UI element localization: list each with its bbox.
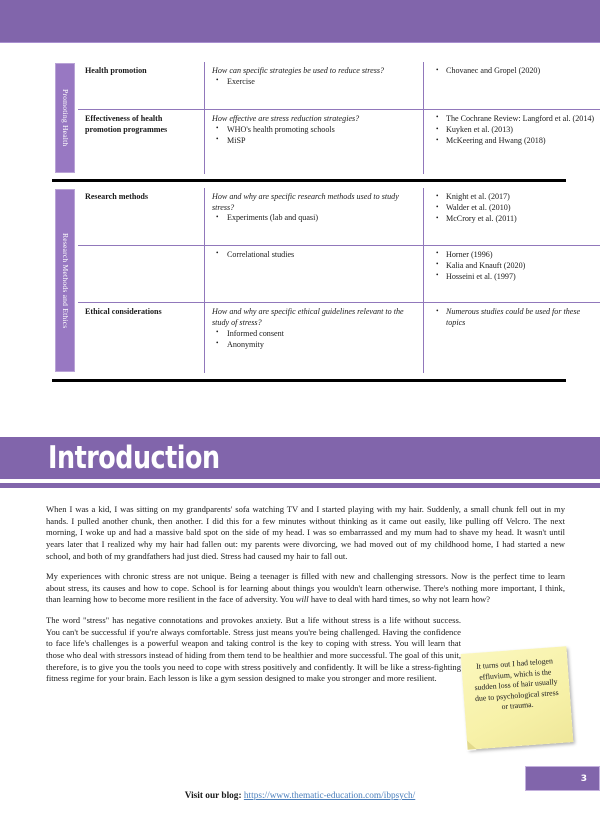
- topic-cell: [78, 303, 205, 373]
- syllabus-table-zone: [52, 62, 595, 382]
- topic-cell: [78, 188, 205, 245]
- topic-label: Effectiveness of health promotion programmes: [85, 113, 168, 134]
- reference-list: [431, 250, 600, 283]
- question-text: How effective are stress reduction strategies?: [212, 113, 360, 123]
- paragraph-3: The word "stress" has negative connotations and provokes anxiety. But a life without stress is a life without success. You can't be successful if you're always comfortable. Stress just means you're being challenged. Having the confidence to face life's challenges is a powerful weapon and taking control is the key to coping with stress. You will learn that those who deal with stressors instead of hiding from them tend to be healthier and more successful. The goal of this unit, therefore, is to give you the tools you need to cope with stress positively and confidently. It will be like a stress-fighting fitness regime for your brain. Each lesson is like a gym session designed to make you stronger and more resilient.: [46, 615, 461, 684]
- references-cell: [424, 303, 600, 373]
- list-item: • Anonymity: [226, 340, 417, 351]
- paragraph-2-part-b: have to deal with hard times, so why not learn how?: [308, 594, 491, 605]
- list-item: • Chovanec and Gropel (2020): [445, 66, 600, 77]
- section-divider-rule: [52, 379, 566, 382]
- list-item: • Exercise: [226, 77, 417, 88]
- list-item: • Walder et al. (2010): [445, 203, 600, 214]
- point-list: [212, 250, 417, 261]
- reference-list: [431, 66, 600, 77]
- footer: [0, 791, 600, 801]
- point-list: [212, 213, 417, 224]
- question-text: How and why are specific ethical guidelines relevant to the study of stress?: [212, 307, 404, 327]
- list-item: • Experiments (lab and quasi): [226, 213, 417, 224]
- sticky-note: [461, 646, 574, 750]
- list-item: • MiSP: [226, 136, 417, 147]
- table-row: [52, 245, 600, 303]
- table-row: [52, 62, 600, 109]
- page-header-band: [0, 0, 600, 43]
- question-cell: [205, 109, 424, 174]
- sidebar-tab-label: Research Methods and Ethics: [61, 232, 70, 329]
- references-cell: [424, 245, 600, 303]
- footer-label: Visit our blog:: [184, 791, 242, 801]
- list-item: • McCrory et al. (2011): [445, 214, 600, 225]
- point-list: [212, 125, 417, 147]
- blog-link[interactable]: https://www.thematic-education.com/ibpsych/: [243, 791, 416, 801]
- list-item: • Informed consent: [226, 329, 417, 340]
- question-cell: [205, 62, 424, 109]
- list-item: • WHO's health promoting schools: [226, 125, 417, 136]
- section-tab-cell: [52, 188, 78, 373]
- sidebar-tab-promoting-health: [55, 63, 75, 173]
- list-item: • Numerous studies could be used for these topics: [445, 307, 600, 328]
- references-cell: [424, 62, 600, 109]
- table-row: [52, 188, 600, 245]
- topic-cell: [78, 62, 205, 109]
- reference-list: [431, 114, 600, 147]
- topic-label: Research methods: [85, 192, 149, 201]
- paragraph-1: When I was a kid, I was sitting on my grandparents' sofa watching TV and I started playing with my hair. Suddenly, a small chunk fell out in my hands. I pulled another chunk, then another. I did this for a few minutes without thinking as it came out easily, like pulling off Velcro. The next morning, I woke up and had a massive bald spot on the side of my head. I was so embarrassed and my mum had to shave my head. It wasn't until years later that I realized why my hair had fallen out: my parents were divorcing, we had moved out of my childhood home, I had started a new school, and both of my grandfathers had just died. Stress had caused my hair to fall out.: [46, 504, 565, 561]
- question-text: How and why are specific research methods used to study stress?: [212, 192, 399, 212]
- table-section-promoting-health: [52, 62, 600, 174]
- section-divider-rule: [52, 179, 566, 182]
- sticky-note-fold-shadow-icon: [467, 740, 477, 750]
- list-item: • Knight et al. (2017): [445, 192, 600, 203]
- topic-label: Ethical considerations: [85, 307, 162, 317]
- introduction-banner: [0, 437, 600, 479]
- paragraph-2-part-a: My experiences with chronic stress are not unique. Being a teenager is filled with new and challenging stressors. Now is the perfect time to learn about stress, its causes and how to cope. School is for learning about things you wouldn't learn otherwise. There's nothing more important, I think, than learning how to become more resilient in the face of adversity. You: [46, 571, 565, 605]
- list-item: • Correlational studies: [226, 250, 417, 261]
- question-cell: [205, 188, 424, 245]
- page-number: 3: [580, 773, 587, 784]
- table-row: [52, 303, 600, 373]
- references-cell: [424, 109, 600, 174]
- section-tab-cell: [52, 62, 78, 174]
- table-section-research-methods-ethics: [52, 188, 600, 373]
- page-title: Introduction: [48, 439, 220, 476]
- topic-cell: [78, 109, 205, 174]
- table-row: [52, 109, 600, 174]
- paragraph-2: [46, 571, 565, 606]
- sticky-note-text: It turns out I had telogen effluvium, which is the sudden loss of hair usually due to psychological stress or trauma.: [474, 656, 559, 712]
- question-cell: [205, 245, 424, 303]
- point-list: [212, 77, 417, 88]
- list-item: • The Cochrane Review: Langford et al. (2014): [445, 114, 600, 125]
- list-item: • McKeering and Hwang (2018): [445, 136, 600, 147]
- list-item: • Hosseini et al. (1997): [445, 272, 600, 283]
- list-item: • Kuyken et al. (2013): [445, 125, 600, 136]
- banner-accent-stripe: [0, 483, 600, 488]
- list-item: • Horner (1996): [445, 250, 600, 261]
- reference-list: [431, 307, 600, 328]
- point-list: [212, 329, 417, 351]
- topic-label: Health promotion: [85, 66, 147, 75]
- references-cell: [424, 188, 600, 245]
- question-cell: [205, 303, 424, 373]
- list-item: • Kalia and Knauft (2020): [445, 261, 600, 272]
- question-text: How can specific strategies be used to reduce stress?: [212, 66, 385, 75]
- sidebar-tab-label: Promoting Health: [61, 89, 70, 147]
- page-number-badge: [525, 766, 600, 791]
- topic-cell: [78, 245, 205, 303]
- sidebar-tab-research-methods-and-ethics: [55, 189, 75, 372]
- paragraph-2-emphasis: will: [295, 594, 309, 605]
- reference-list: [431, 192, 600, 225]
